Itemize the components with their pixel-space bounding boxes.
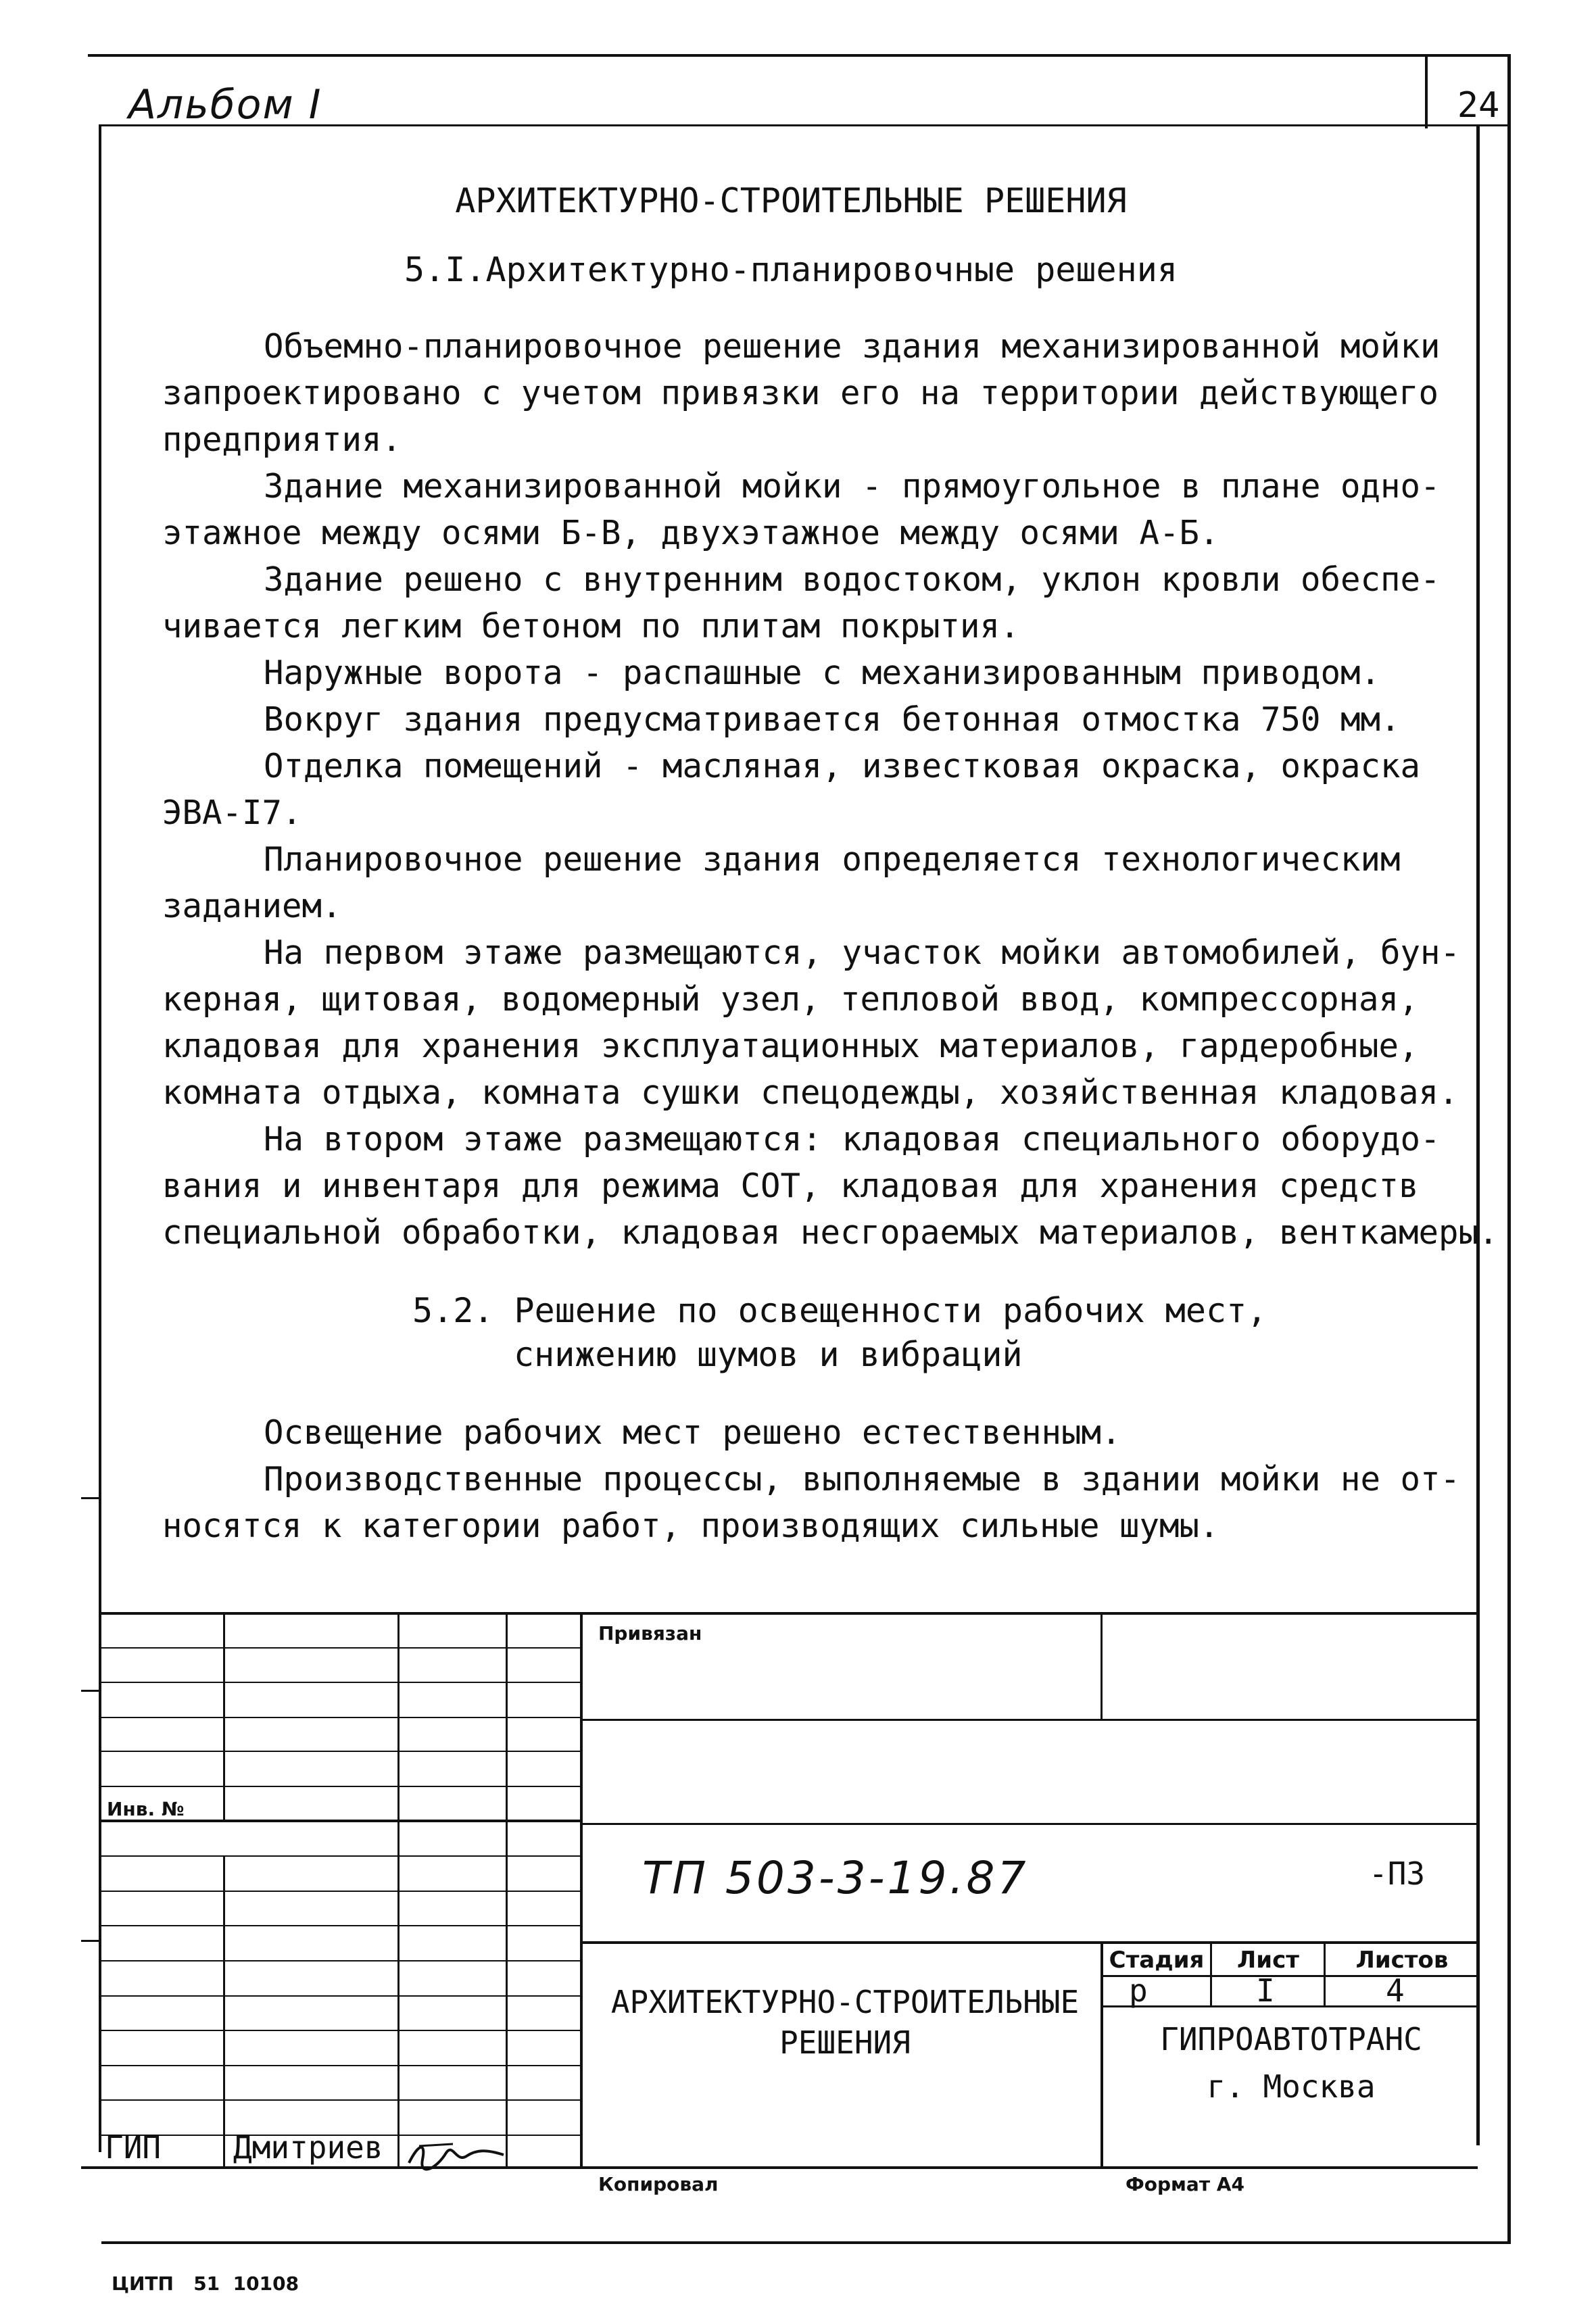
stamp-grid-line	[101, 1995, 581, 1997]
page-box-left	[1425, 54, 1428, 128]
paragraph: Отделка помещений - масляная, известковая окраска, окраска	[264, 747, 1421, 785]
copied-label: Копировал	[598, 2173, 719, 2195]
title-row-top	[581, 1941, 1478, 1944]
sheets-header: Листов	[1355, 1947, 1449, 1974]
paragraph-line: специальной обработки, кладовая несгораемых материалов, венткамеры.	[162, 1213, 1499, 1252]
subsection-title-5-1: 5.I.Архитектурно-планировочные решения	[404, 250, 1178, 289]
album-label: Альбом I	[128, 81, 322, 128]
paragraph-line: комната отдыха, комната сушки спецодежды, хозяйственная кладовая.	[162, 1073, 1459, 1112]
subsection-title-5-2-line1: 5.2. Решение по освещенности рабочих мест,	[412, 1291, 1267, 1330]
paragraph: Освещение рабочих мест решено естественным.	[264, 1413, 1121, 1452]
top-border-line	[88, 54, 1507, 57]
code-row-top	[581, 1823, 1478, 1825]
document-code: ТП 503-3-19.87	[642, 1852, 1029, 1904]
stage-header: Стадия	[1109, 1947, 1205, 1974]
stamp-col-line	[506, 1612, 508, 2168]
paragraph: Здание механизированной мойки - прямоугольное в плане одно-	[264, 467, 1441, 506]
paragraph: На первом этаже размещаются, участок мойки автомобилей, бун-	[264, 933, 1461, 972]
paragraph: Вокруг здания предусматривается бетонная отмостка 750 мм.	[264, 700, 1401, 739]
margin-tick-2	[81, 1690, 101, 1692]
stamp-col-line	[397, 1612, 400, 2168]
paragraph-line: предприятия.	[162, 420, 402, 459]
privyazan-divider	[1101, 1612, 1103, 1720]
stamp-top-line	[101, 1612, 1478, 1615]
document-suffix: -ПЗ	[1369, 1855, 1426, 1892]
paragraph: На втором этаже размещаются: кладовая специального оборудо-	[264, 1120, 1441, 1159]
margin-tick-3	[81, 1940, 101, 1942]
paragraph-line: этажное между осями Б-В, двухэтажное между осями А-Б.	[162, 514, 1219, 552]
margin-tick-1	[81, 1497, 101, 1499]
stamp-grid-line	[101, 2065, 581, 2066]
stamp-grid-line	[101, 1751, 581, 1752]
paragraph: Планировочное решение здания определяется технологическим	[264, 840, 1401, 879]
stamp-grid-line	[101, 2030, 581, 2031]
paragraph: Производственные процессы, выполняемые в здании мойки не от-	[264, 1460, 1461, 1498]
frame-left-border	[99, 124, 101, 2152]
paragraph-line: запроектировано с учетом привязки его на территории действующего	[162, 374, 1439, 412]
paragraph: Наружные ворота - распашные с механизированным приводом.	[264, 654, 1381, 692]
printer-mark: ЦИТП 51 10108	[112, 2272, 299, 2295]
sheets-value: 4	[1386, 1972, 1405, 2009]
stamp-col-line	[223, 1855, 225, 2168]
paragraph: Объемно-планировочное решение здания механизированной мойки	[264, 327, 1441, 366]
inv-no-label: Инв. №	[107, 1798, 185, 1820]
stamp-grid-line	[101, 1682, 581, 1683]
organization-name: ГИПРОАВТОТРАНС	[1160, 2021, 1422, 2057]
stamp-grid-line	[101, 1925, 581, 1926]
paragraph-line: ЭВА-I7.	[162, 794, 302, 832]
privyazan-label: Привязан	[598, 1622, 702, 1644]
paragraph-line: керная, щитовая, водомерный узел, тепловой ввод, компрессорная,	[162, 980, 1419, 1019]
sheet-col-divider	[1324, 1941, 1326, 2007]
paragraph-line: вания и инвентаря для режима СОТ, кладовая для хранения средств	[162, 1167, 1419, 1205]
document-title-line2: РЕШЕНИЯ	[779, 2024, 911, 2061]
outer-right-border	[1507, 54, 1511, 2244]
stamp-grid-line	[101, 1786, 581, 1787]
sheet-header: Лист	[1237, 1947, 1299, 1974]
stamp-grid-line	[101, 1960, 581, 1961]
stamp-grid-line	[101, 1717, 581, 1718]
stage-value: р	[1129, 1972, 1148, 2009]
stage-col-divider	[1210, 1941, 1212, 2007]
signature-mark	[406, 2136, 507, 2176]
section-title: АРХИТЕКТУРНО-СТРОИТЕЛЬНЫЕ РЕШЕНИЯ	[455, 181, 1127, 220]
frame-right-border	[1476, 124, 1480, 2145]
format-label: Формат А4	[1126, 2173, 1244, 2195]
person-name: Дмитриев	[233, 2129, 383, 2166]
page-box-top	[1425, 54, 1506, 57]
stamp-grid-line	[101, 1855, 581, 1857]
stamp-grid-line	[101, 1891, 581, 1892]
stage-header-bottom	[1101, 1975, 1478, 1977]
stage-values-bottom	[1101, 2005, 1478, 2007]
subsection-title-5-2-line2: снижению шумов и вибраций	[514, 1335, 1023, 1374]
paragraph: Здание решено с внутренним водостоком, уклон кровли обеспе-	[264, 560, 1441, 599]
stamp-grid-line	[101, 1647, 581, 1649]
stamp-bottom-line	[81, 2166, 1478, 2169]
subsection-5-1-body	[162, 323, 1499, 1256]
subsection-5-2-body	[162, 1409, 1461, 1549]
page-number: 24	[1457, 85, 1500, 126]
stamp-col-line	[580, 1612, 583, 2168]
organization-city: г. Москва	[1207, 2068, 1376, 2105]
paragraph-line: чивается легким бетоном по плитам покрытия.	[162, 607, 1020, 645]
stamp-grid-line	[101, 2099, 581, 2101]
paragraph-line: кладовая для хранения эксплуатационных материалов, гардеробные,	[162, 1027, 1419, 1065]
role-label: ГИП	[105, 2129, 162, 2166]
outer-bottom-border	[101, 2241, 1511, 2244]
sheet-value: I	[1256, 1972, 1275, 2009]
document-title-line1: АРХИТЕКТУРНО-СТРОИТЕЛЬНЫЕ	[610, 1984, 1080, 2020]
privyazan-bottom	[581, 1719, 1478, 1721]
paragraph-line: носятся к категории работ, производящих сильные шумы.	[162, 1507, 1219, 1545]
stamp-col-line	[223, 1612, 225, 1820]
paragraph-line: заданием.	[162, 887, 342, 925]
